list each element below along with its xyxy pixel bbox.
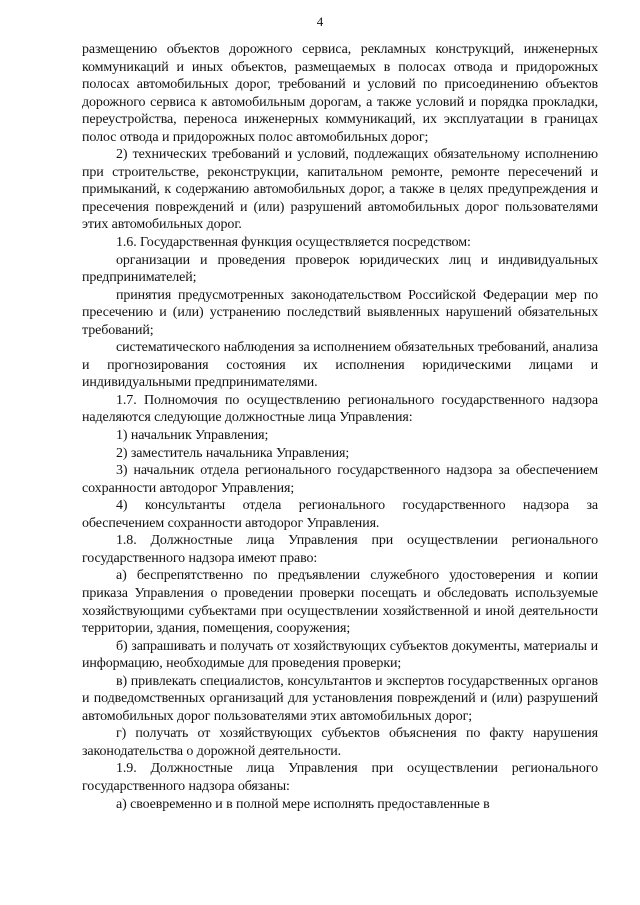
paragraph: б) запрашивать и получать от хозяйствующих субъектов документы, материалы и информацию, необходимые для проведения проверки; xyxy=(82,638,598,672)
paragraph: а) своевременно и в полной мере исполнять предоставленные в xyxy=(116,796,490,812)
paragraph: организации и проведения проверок юридических лиц и индивидуальных предпринимателей; xyxy=(82,252,598,286)
paragraph: 4) консультанты отдела регионального государственного надзора за обеспечением сохранности автодорог Управления. xyxy=(82,498,598,531)
paragraph: а) беспрепятственно по предъявлении служебного удостоверения и копии приказа Управления о проведении проверки посещать и обследовать используемые хозяйствующими субъектами при осуществлении хозяйственной и иной деятельности территории, здания, помещения, сооружения; xyxy=(82,568,598,637)
paragraph: 1.7. Полномочия по осуществлению регионального государственного надзора наделяются следующие должностные лица Управления: xyxy=(82,392,598,426)
paragraph: 2) заместитель начальника Управления; xyxy=(116,445,350,461)
paragraph: 2) технических требований и условий, подлежащих обязательному исполнению при строительстве, реконструкции, капитальном ремонте, ремонте пересечений и примыканий, к содержанию автомобильных дорог, а также в целях предупреждения и пресечения повреждений и (или) разрушений автомобильных дорог пользователями этих автомобильных дорог. xyxy=(82,147,598,233)
paragraph: систематического наблюдения за исполнением обязательных требований, анализа и прогнозирования состояния их исполнения юридическими лицами и индивидуальными предпринимателями. xyxy=(82,340,598,391)
paragraph: 1.6. Государственная функция осуществляется посредством: xyxy=(116,235,471,251)
paragraph: принятия предусмотренных законодательством Российской Федерации мер по пресечению и (или) устранению последствий выявленных нарушений обязательных требований; xyxy=(82,287,598,338)
paragraph: 1) начальник Управления; xyxy=(116,428,269,444)
page-number: 4 xyxy=(316,14,324,29)
document-body xyxy=(82,41,598,813)
paragraph: г) получать от хозяйствующих субъектов объяснения по факту нарушения законодательства о дорожной деятельности. xyxy=(82,726,598,759)
paragraph: 1.8. Должностные лица Управления при осуществлении регионального государственного надзора имеют право: xyxy=(82,533,598,566)
paragraph: размещению объектов дорожного сервиса, рекламных конструкций, инженерных коммуникаций и иных объектов, размещаемых в полосах отвода и придорожных полосах автомобильных дорог, требований и условий по присоединению объектов дорожного сервиса к автомобильным дорогам, а также условий и порядка прокладки, переустройства, переноса инженерных коммуникаций, их эксплуатации в границах полос отвода и придорожных полос автомобильных дорог; xyxy=(82,42,598,145)
paragraph: 1.9. Должностные лица Управления при осуществлении регионального государственного надзора обязаны: xyxy=(82,761,598,794)
paragraph: в) привлекать специалистов, консультантов и экспертов государственных органов и подведомственных организаций для установления повреждений и (или) разрушений автомобильных дорог пользователями этих автомобильных дорог; xyxy=(82,673,598,724)
paragraph: 3) начальник отдела регионального государственного надзора за обеспечением сохранности автодорог Управления; xyxy=(82,463,598,496)
